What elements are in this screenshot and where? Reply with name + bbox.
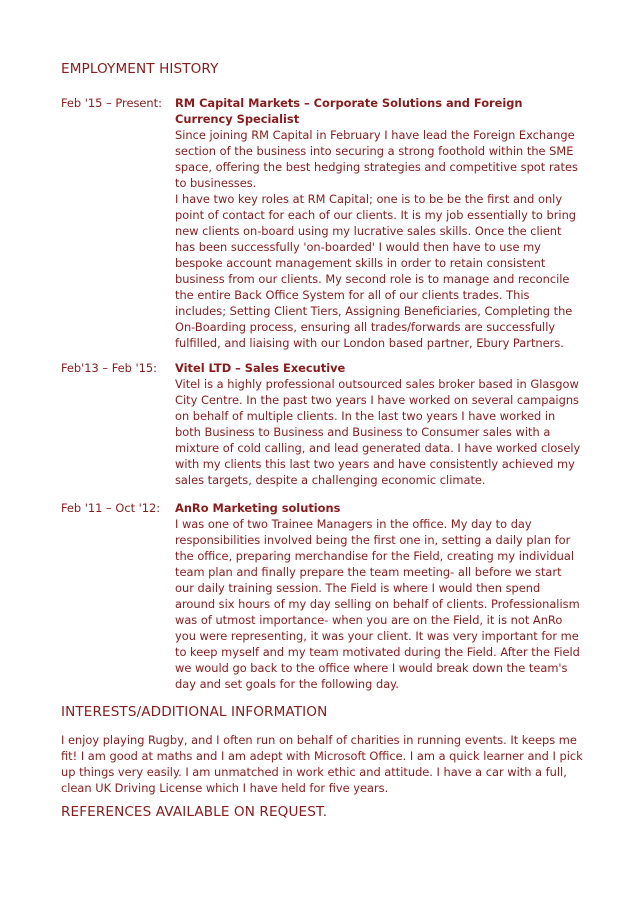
- job-date: Feb '15 – Present:: [61, 96, 162, 110]
- job-description: [175, 127, 583, 351]
- job-body: [175, 360, 583, 488]
- references-heading: REFERENCES AVAILABLE ON REQUEST.: [61, 804, 328, 820]
- job-paragraph: Since joining RM Capital in February I have lead the Foreign Exchange section of the business into securing a strong foothold within the SME space, offering the best hedging strategies and competitive spot rates to businesses.: [175, 128, 578, 190]
- job-paragraph: Vitel is a highly professional outsourced sales broker based in Glasgow City Centre. In the past two years I have worked on several campaigns on behalf of multiple clients. In the last two years I have worked in both Business to Business and Business to Consumer sales with a mixture of cold calling, and lead generated data. I have worked closely with my clients this last two years and have consistently achieved my sales targets, despite a challenging economic climate.: [175, 377, 581, 487]
- job-title: Vitel LTD – Sales Executive: [175, 361, 346, 375]
- job-date: Feb'13 – Feb '15:: [61, 361, 157, 375]
- job-description: [175, 376, 583, 488]
- job-description: [175, 516, 583, 692]
- job-paragraph: I have two key roles at RM Capital; one is to be be the first and only point of contact for each of our clients. It is my job essentially to bring new clients on-board using my lucrative sales skills. Once the client has been successfully 'on-boarded' I would then have to use my bespoke account management skills in order to retain consistent business from our clients. My second role is to manage and reconcile the entire Back Office System for all of our clients trades. This includes; Setting Client Tiers, Assigning Beneficiaries, Completing the On-Boarding process, ensuring all trades/forwards are successfully fulfilled, and liaising with our London based partner, Ebury Partners.: [175, 192, 577, 350]
- employment-history-heading: EMPLOYMENT HISTORY: [61, 61, 219, 77]
- job-body: [175, 95, 583, 351]
- interests-heading: INTERESTS/ADDITIONAL INFORMATION: [61, 704, 328, 720]
- interests-text: I enjoy playing Rugby, and I often run on behalf of charities in running events. It keeps me fit! I am good at maths and I am adept with Microsoft Office. I am a quick learner and I pick up things very easily. I am unmatched in work ethic and attitude. I have a car with a full, clean UK Driving License which I have held for five years.: [61, 733, 583, 795]
- job-paragraph: I was one of two Trainee Managers in the office. My day to day responsibilities involved being the first one in, setting a daily plan for the office, preparing merchandise for the Field, creating my individual team plan and finally prepare the team meeting- all before we start our daily training session. The Field is where I would then spend around six hours of my day selling on behalf of clients. Professionalism was of utmost importance- when you are on the Field, it is not AnRo you were representing, it was your client. It was very important for me to keep myself and my team motivated during the Field. After the Field we would go back to the office where I would break down the team's day and set goals for the following day.: [175, 517, 580, 691]
- job-title: AnRo Marketing solutions: [175, 501, 341, 515]
- job-body: [175, 500, 583, 692]
- job-title: RM Capital Markets – Corporate Solutions and Foreign Currency Specialist: [175, 96, 523, 126]
- job-date: Feb '11 – Oct '12:: [61, 501, 161, 515]
